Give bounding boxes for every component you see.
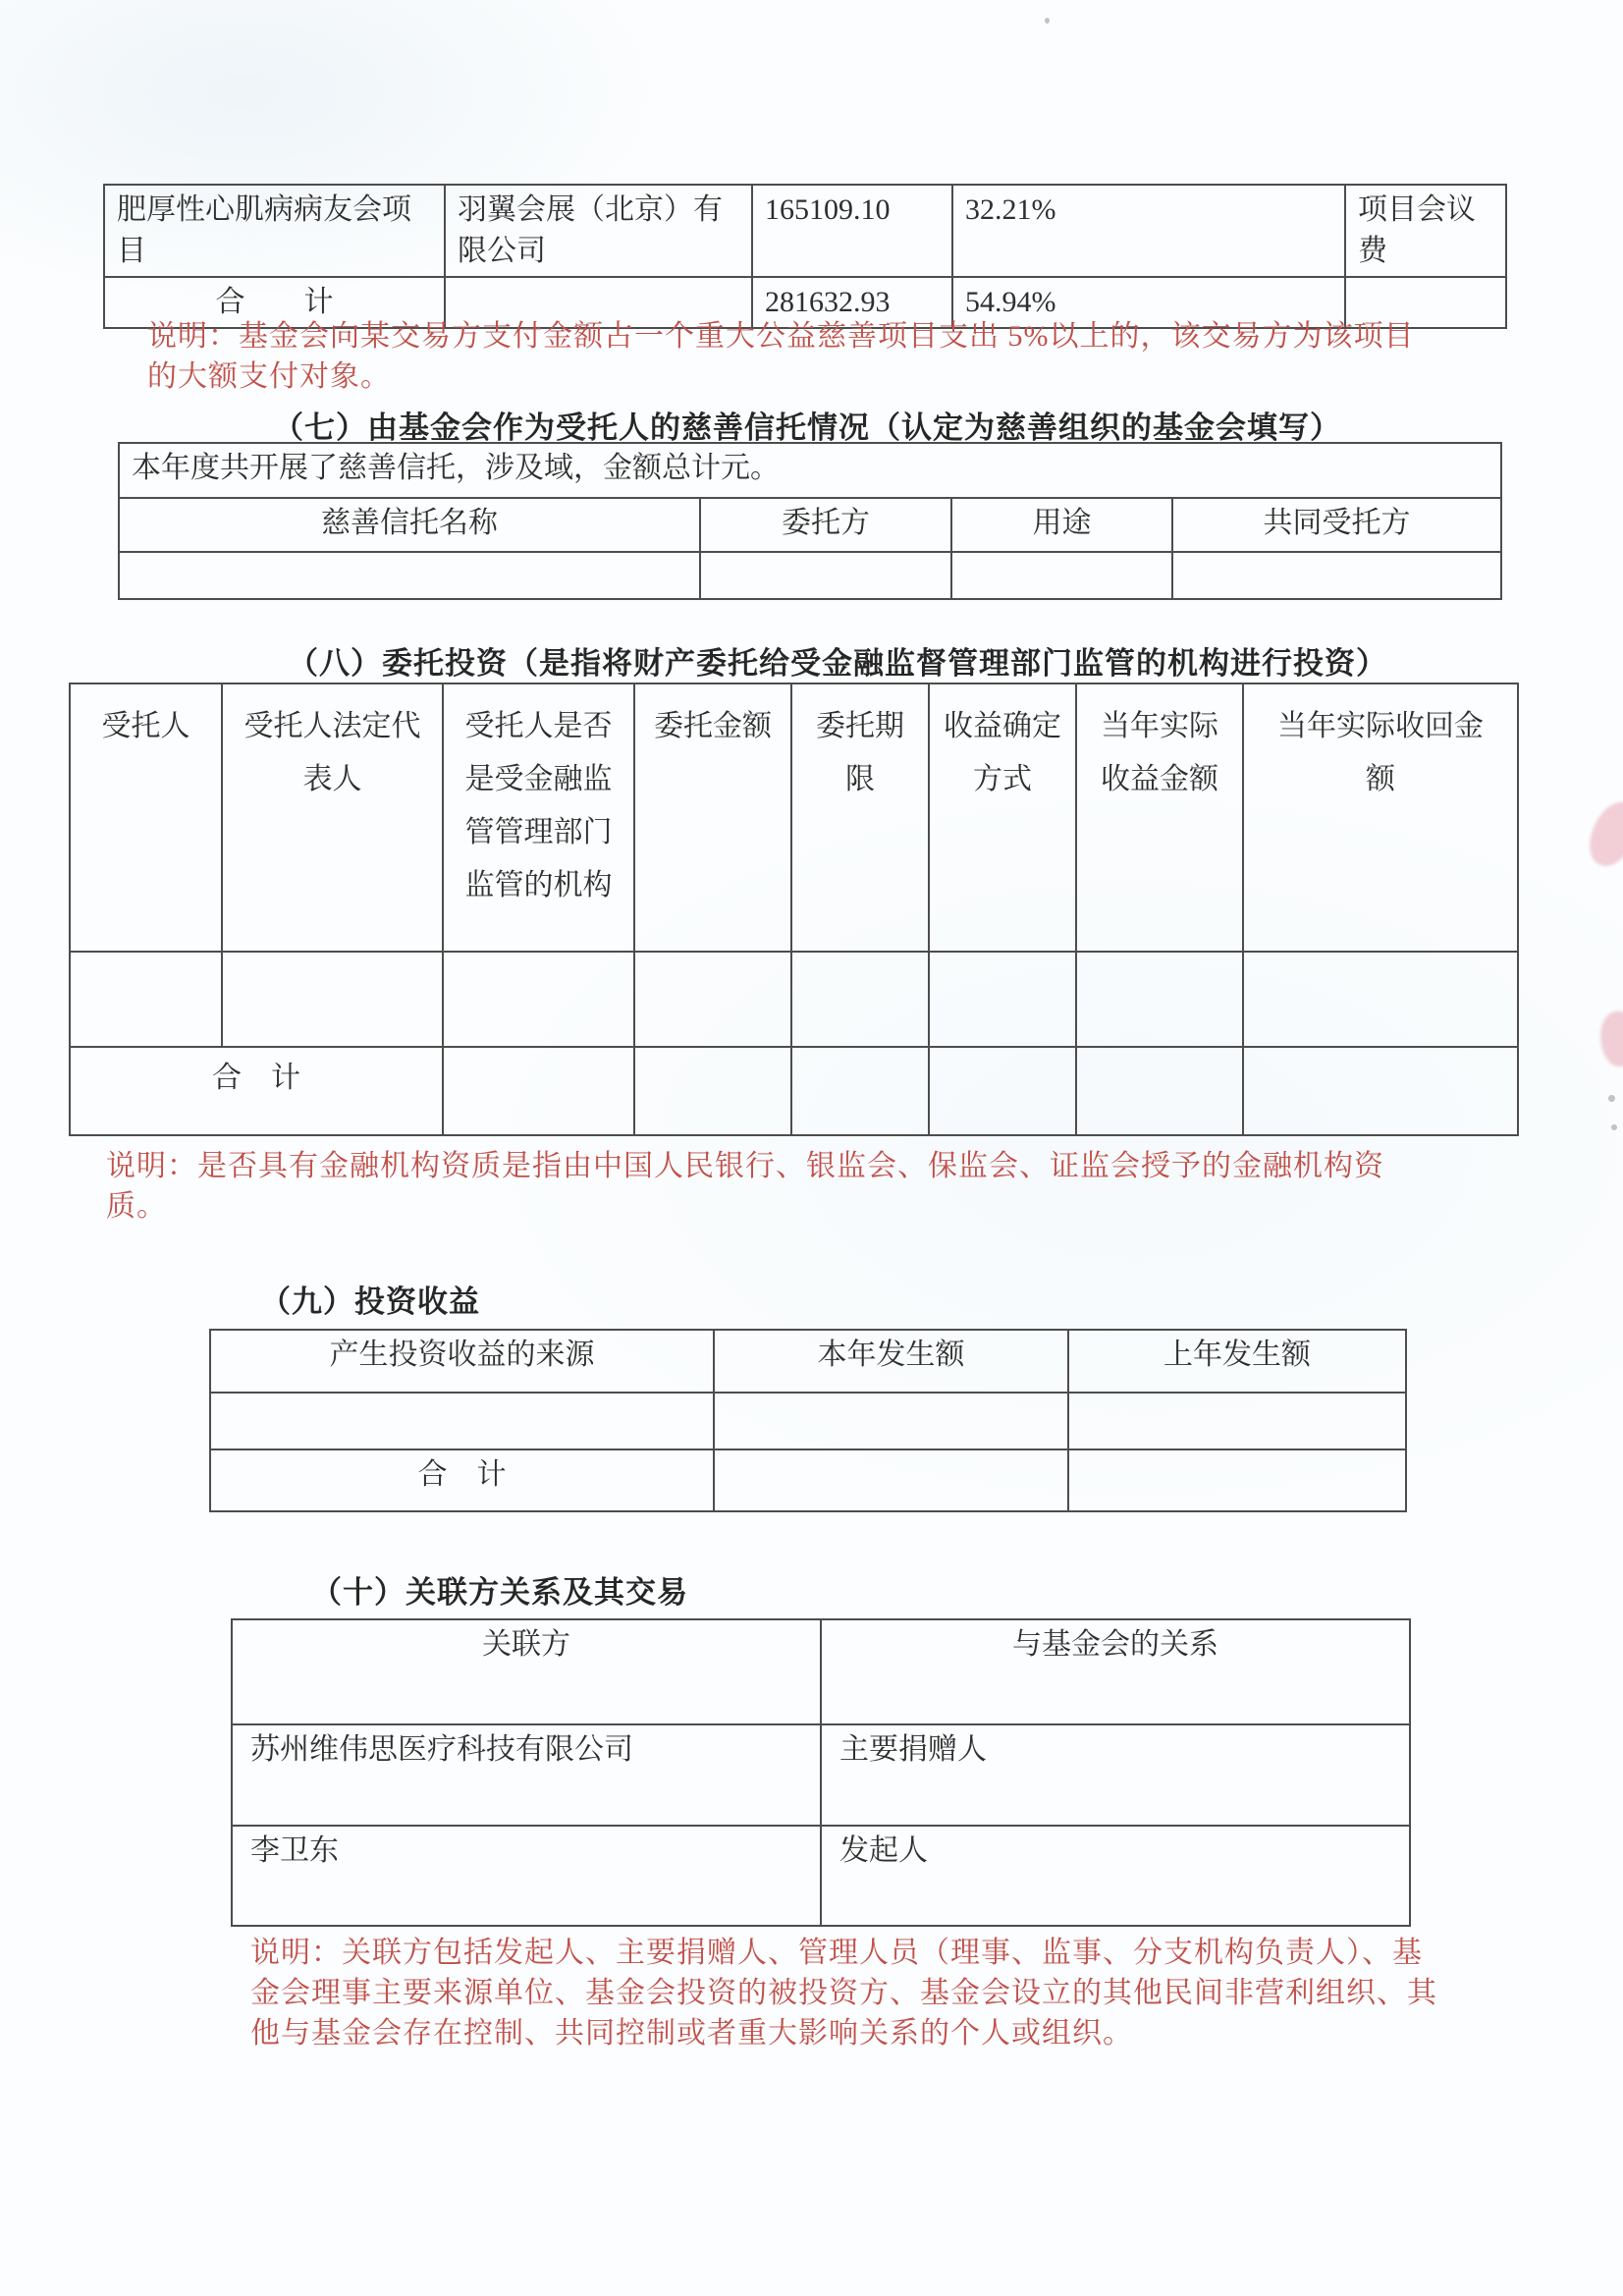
empty-cell xyxy=(1076,952,1243,1047)
trust-table xyxy=(118,442,1502,600)
trust-header-cotrustee: 共同受托方 xyxy=(1172,498,1501,552)
empty-cell xyxy=(929,1047,1076,1135)
related-relation-cell: 发起人 xyxy=(821,1826,1410,1926)
table-row xyxy=(104,185,1506,277)
income-header-current: 本年发生额 xyxy=(714,1330,1068,1393)
empty-cell xyxy=(791,952,929,1047)
header-row xyxy=(119,498,1501,552)
empty-cell xyxy=(791,1047,929,1135)
empty-cell xyxy=(443,952,634,1047)
scan-speck xyxy=(1611,1124,1617,1130)
payee-purpose-cell: 项目会议费 xyxy=(1345,185,1506,277)
header-row xyxy=(210,1330,1406,1393)
inv-header-term: 委托期限 xyxy=(791,683,929,952)
related-party-cell: 李卫东 xyxy=(232,1826,821,1926)
total-row xyxy=(210,1449,1406,1511)
inv-header-return-method: 收益确定方式 xyxy=(929,683,1076,952)
empty-cell xyxy=(443,1047,634,1135)
inv-header-trustee: 受托人 xyxy=(70,683,222,952)
empty-cell xyxy=(951,552,1172,599)
payees-table xyxy=(103,184,1507,329)
empty-cell xyxy=(700,552,951,599)
scan-speck xyxy=(1608,1095,1615,1102)
empty-cell xyxy=(714,1393,1068,1449)
table-row xyxy=(232,1826,1410,1926)
trust-intro-cell: 本年度共开展了慈善信托，涉及域，金额总计元。 xyxy=(119,443,1501,498)
empty-cell xyxy=(1076,1047,1243,1135)
related-parties-table xyxy=(231,1618,1411,1927)
section7-heading: （七）由基金会作为受托人的慈善信托情况（认定为慈善组织的基金会填写） xyxy=(273,410,1341,445)
empty-cell xyxy=(210,1393,714,1449)
related-header-relation: 与基金会的关系 xyxy=(821,1619,1410,1724)
inv-header-recovered: 当年实际收回金额 xyxy=(1243,683,1518,952)
section9-heading: （九）投资收益 xyxy=(260,1285,480,1319)
income-header-previous: 上年发生额 xyxy=(1068,1330,1406,1393)
empty-cell xyxy=(714,1449,1068,1511)
inv-header-legal-rep: 受托人法定代表人 xyxy=(222,683,443,952)
payee-name-cell: 羽翼会展（北京）有限公司 xyxy=(445,185,752,277)
income-table xyxy=(209,1329,1407,1512)
total-row xyxy=(70,1047,1518,1135)
total-percent-cell: 54.94% xyxy=(952,277,1345,328)
scan-speck xyxy=(1045,18,1050,24)
trust-header-use: 用途 xyxy=(951,498,1172,552)
empty-cell xyxy=(1243,952,1518,1047)
related-party-cell: 苏州维伟思医疗科技有限公司 xyxy=(232,1724,821,1826)
pink-ink-mark xyxy=(1584,795,1623,872)
empty-cell xyxy=(119,552,700,599)
empty-cell xyxy=(1243,1047,1518,1135)
empty-cell xyxy=(70,952,222,1047)
empty-cell xyxy=(222,952,443,1047)
related-relation-cell: 主要捐赠人 xyxy=(821,1724,1410,1826)
related-header-party: 关联方 xyxy=(232,1619,821,1724)
investment-table xyxy=(69,683,1519,1136)
income-header-source: 产生投资收益的来源 xyxy=(210,1330,714,1393)
pink-ink-mark xyxy=(1596,1009,1623,1069)
total-amount-cell: 281632.93 xyxy=(752,277,952,328)
header-row xyxy=(70,683,1518,952)
inv-header-actual-return: 当年实际收益金额 xyxy=(1076,683,1243,952)
trust-header-name: 慈善信托名称 xyxy=(119,498,700,552)
empty-cell xyxy=(634,952,791,1047)
payee-percent-cell: 32.21% xyxy=(952,185,1345,277)
trust-intro-row xyxy=(119,443,1501,498)
payee-amount-cell: 165109.10 xyxy=(752,185,952,277)
empty-cell xyxy=(929,952,1076,1047)
trust-header-principal: 委托方 xyxy=(700,498,951,552)
header-row xyxy=(232,1619,1410,1724)
total-label-cell: 合 计 xyxy=(104,277,445,328)
empty-row xyxy=(70,952,1518,1047)
payee-project-cell: 肥厚性心肌病病友会项目 xyxy=(104,185,445,277)
related-parties-note: 说明：关联方包括发起人、主要捐赠人、管理人员（理事、监事、分支机构负责人）、基金会理事主要来源单位、基金会投资的被投资方、基金会设立的其他民间非营利组织、其他与基金会存在控制、共同控制或者重大影响关系的个人或组织。 xyxy=(250,1937,1437,2050)
inv-header-amount: 委托金额 xyxy=(634,683,791,952)
empty-cell xyxy=(1172,552,1501,599)
inv-header-regulated: 受托人是否是受金融监管管理部门监管的机构 xyxy=(443,683,634,952)
payees-note: 说明：基金会向某交易方支付金额占一个重大公益慈善项目支出 5%以上的，该交易方为该项目的大额支付对象。 xyxy=(147,320,1415,393)
section8-heading: （八）委托投资（是指将财产委托给受金融监督管理部门监管的机构进行投资） xyxy=(288,646,1387,681)
investment-note: 说明：是否具有金融机构资质是指由中国人民银行、银监会、保监会、证监会授予的金融机构资质。 xyxy=(106,1150,1384,1223)
empty-cell xyxy=(1068,1393,1406,1449)
table-row xyxy=(232,1724,1410,1826)
income-total-label: 合 计 xyxy=(210,1449,714,1511)
empty-row xyxy=(119,552,1501,599)
inv-total-label: 合 计 xyxy=(70,1047,443,1135)
empty-cell xyxy=(634,1047,791,1135)
section10-heading: （十）关联方关系及其交易 xyxy=(311,1575,688,1610)
empty-row xyxy=(210,1393,1406,1449)
empty-cell xyxy=(1068,1449,1406,1511)
